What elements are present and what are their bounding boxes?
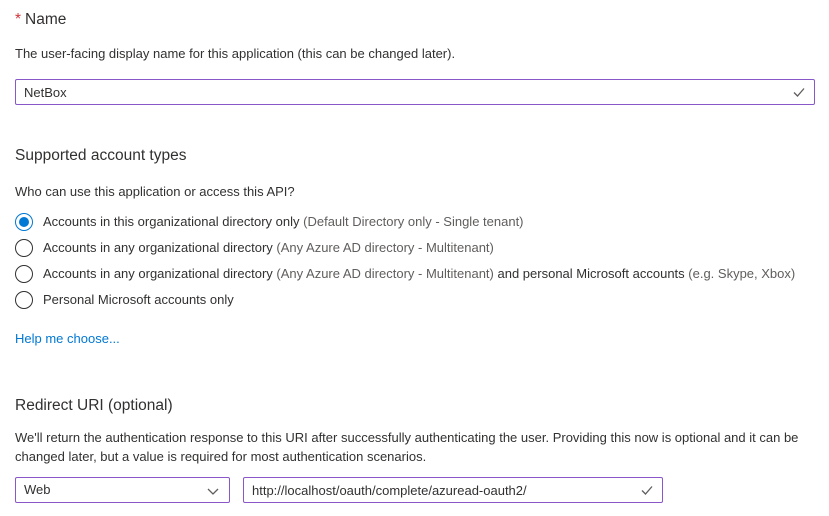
account-type-options [15,209,815,313]
account-type-option-label: Accounts in any organizational directory (Any Azure AD directory - Multitenant) and personal Microsoft accounts (e.g. Skype, Xbox) [43,266,796,281]
account-type-option-3[interactable] [15,287,815,313]
name-input-wrap [15,79,815,105]
account-type-option-0[interactable] [15,209,815,235]
redirect-uri-input[interactable] [243,477,663,503]
redirect-uri-title: Redirect URI (optional) [15,397,173,414]
account-type-option-label: Personal Microsoft accounts only [43,292,234,307]
name-description: The user-facing display name for this application (this can be changed later). [15,46,456,61]
redirect-uri-row [15,477,815,503]
radio-selected-icon[interactable] [15,213,33,231]
help-me-choose-link[interactable]: Help me choose... [15,331,120,346]
name-title-text: Name [25,11,67,28]
account-type-option-label: Accounts in any organizational directory (Any Azure AD directory - Multitenant) [43,240,494,255]
radio-unselected-icon[interactable] [15,291,33,309]
account-type-option-1[interactable] [15,235,815,261]
name-input[interactable] [15,79,815,105]
account-types-question: Who can use this application or access this API? [15,184,295,199]
platform-select[interactable] [15,477,230,503]
redirect-uri-description: We'll return the authentication response to this URI after successfully authenticating the user. Providing this now is optional and it can be changed later, but a value is required for most authentication scenarios. [15,430,799,464]
platform-select-value: Web [24,482,51,497]
radio-unselected-icon[interactable] [15,265,33,283]
redirect-uri-input-wrap [243,477,663,503]
name-section-title [15,10,815,30]
account-type-option-2[interactable] [15,261,815,287]
required-asterisk: * [15,11,22,28]
account-types-title: Supported account types [15,147,187,164]
radio-unselected-icon[interactable] [15,239,33,257]
account-type-option-label: Accounts in this organizational directory only (Default Directory only - Single tenant) [43,214,524,229]
chevron-down-icon [205,483,221,499]
